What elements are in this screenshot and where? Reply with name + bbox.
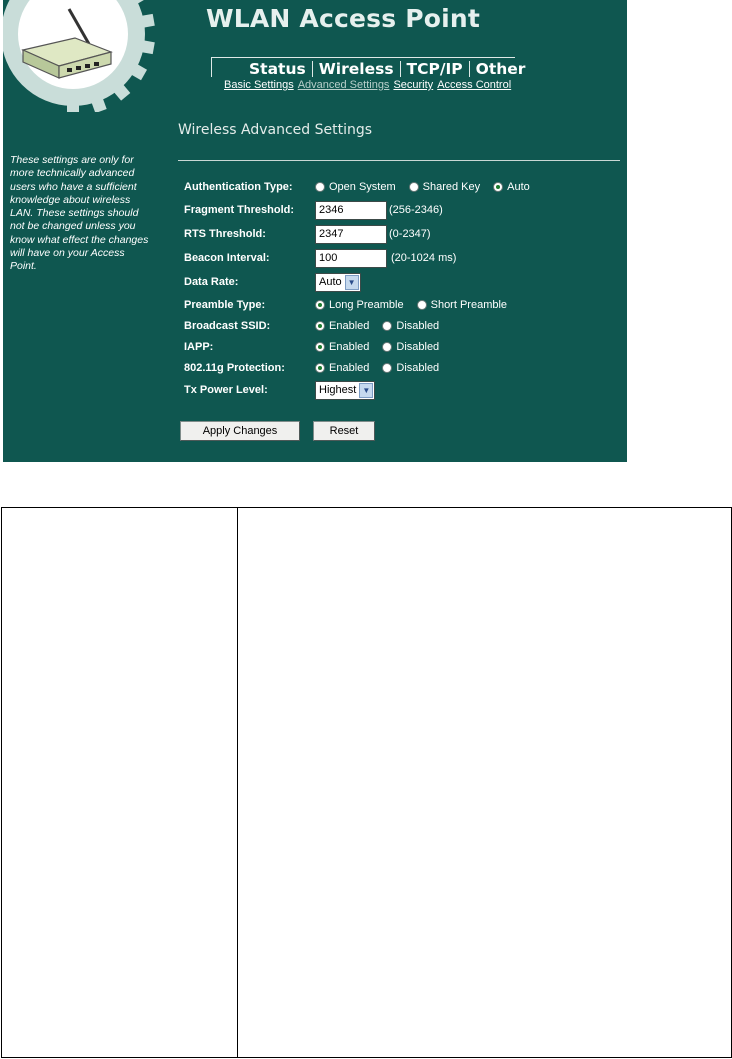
apply-changes-button[interactable]: Apply Changes [180,421,300,441]
preamble-long-option[interactable]: Long Preamble [315,299,404,311]
radio-button[interactable] [417,300,427,310]
radio-button-selected[interactable] [315,300,325,310]
nav-tcpip[interactable]: TCP/IP [406,60,463,78]
tx-power-row [184,379,624,401]
protection-row [184,357,624,379]
radio-button-selected[interactable] [493,182,503,192]
beacon-interval-input[interactable] [315,249,387,268]
rts-threshold-label: RTS Threshold: [184,228,266,240]
protection-disabled-option[interactable]: Disabled [382,362,439,374]
app-title: WLAN Access Point [205,4,481,33]
fragment-threshold-label: Fragment Threshold: [184,204,295,216]
radio-button[interactable] [382,321,392,331]
radio-button[interactable] [315,182,325,192]
beacon-interval-row [184,247,624,269]
iapp-label: IAPP: [184,341,214,353]
sub-nav [224,79,511,92]
preamble-type-row [184,294,624,316]
nav-other[interactable]: Other [475,60,526,78]
main-nav [243,60,531,78]
broadcast-ssid-disabled-option[interactable]: Disabled [382,320,439,332]
auth-type-row [184,176,624,198]
radio-button-selected[interactable] [315,363,325,373]
iapp-row [184,336,624,358]
fragment-threshold-hint: (256-2346) [389,204,443,216]
data-rate-select[interactable] [315,273,361,292]
subnav-security[interactable]: Security [393,79,434,91]
fragment-threshold-row [184,199,624,221]
radio-button[interactable] [382,363,392,373]
auth-open-system-option[interactable]: Open System [315,181,396,193]
auth-auto-option[interactable]: Auto [493,181,530,193]
nav-wireless[interactable]: Wireless [318,60,394,78]
router-config-screen [3,0,627,462]
iapp-disabled-option[interactable]: Disabled [382,341,439,353]
document-table [1,507,732,1058]
rts-threshold-hint: (0-2347) [389,228,431,240]
page-title: Wireless Advanced Settings [178,122,373,138]
side-note: These settings are only for more technically advanced users who have a sufficient knowledge about wireless LAN. These settings should not be changed unless you know what effect the changes will have on your Access Point. [10,154,149,273]
preamble-short-option[interactable]: Short Preamble [417,299,507,311]
broadcast-ssid-enabled-option[interactable]: Enabled [315,320,369,332]
reset-button[interactable]: Reset [313,421,375,441]
protection-label: 802.11g Protection: [184,362,285,374]
subnav-advanced-settings[interactable]: Advanced Settings [297,79,390,91]
subnav-basic-settings[interactable]: Basic Settings [224,79,294,91]
table-column-divider [237,508,238,1057]
radio-button[interactable] [409,182,419,192]
radio-button[interactable] [382,342,392,352]
chevron-down-icon[interactable]: ▼ [345,275,359,290]
data-rate-row [184,271,624,293]
subnav-access-control[interactable]: Access Control [437,79,512,91]
rts-threshold-input[interactable] [315,225,387,244]
auth-type-label: Authentication Type: [184,181,293,193]
radio-button-selected[interactable] [315,321,325,331]
rts-threshold-row [184,223,624,245]
protection-enabled-option[interactable]: Enabled [315,362,369,374]
auth-shared-key-option[interactable]: Shared Key [409,181,480,193]
fragment-threshold-input[interactable] [315,201,387,220]
iapp-enabled-option[interactable]: Enabled [315,341,369,353]
preamble-type-label: Preamble Type: [184,299,266,311]
router-icon [3,0,178,112]
data-rate-value: Auto [319,276,342,288]
beacon-interval-hint: (20-1024 ms) [391,252,457,264]
chevron-down-icon[interactable]: ▼ [359,383,373,398]
tx-power-select[interactable] [315,381,375,400]
nav-status[interactable]: Status [249,60,306,78]
broadcast-ssid-label: Broadcast SSID: [184,320,271,332]
broadcast-ssid-row [184,315,624,337]
data-rate-label: Data Rate: [184,276,239,288]
beacon-interval-label: Beacon Interval: [184,252,270,264]
tx-power-value: Highest [319,384,357,396]
heading-divider [178,160,620,161]
radio-button-selected[interactable] [315,342,325,352]
tx-power-label: Tx Power Level: [184,384,268,396]
